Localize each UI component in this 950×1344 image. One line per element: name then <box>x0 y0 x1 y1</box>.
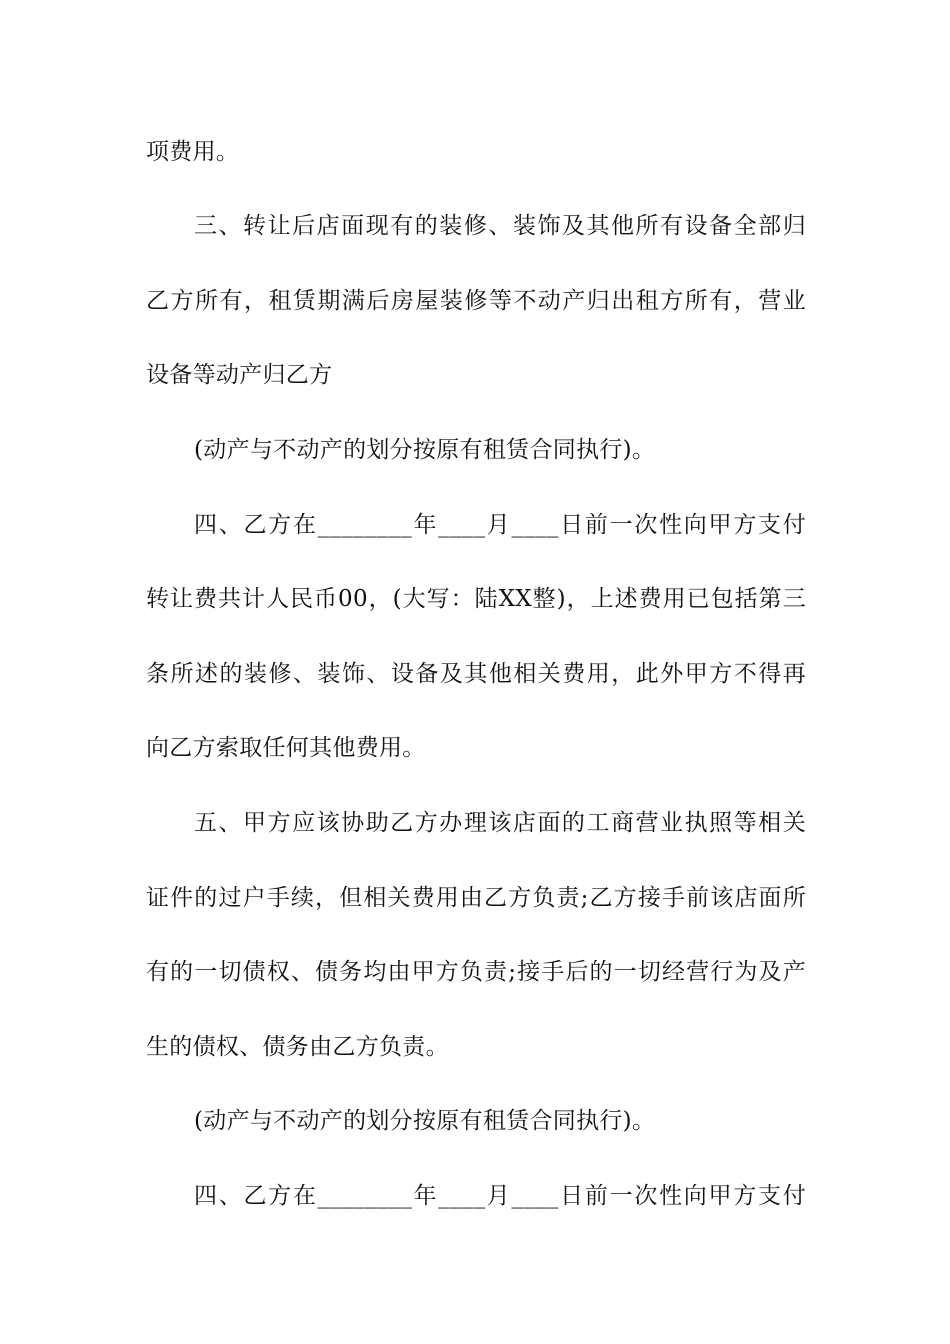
text-line: (动产与不动产的划分按原有租赁合同执行)。 <box>194 437 656 463</box>
text-line: 证件的过户手续，但相关费用由乙方负责;乙方接手前该店面所 <box>146 885 806 911</box>
text-line: 四、乙方在________年____月____日前一次性向甲方支付 <box>194 512 806 538</box>
text-line: 生的债权、债务由乙方负责。 <box>146 1034 449 1060</box>
text-line: 五、甲方应该协助乙方办理该店面的工商营业执照等相关 <box>194 810 806 836</box>
text-line: (动产与不动产的划分按原有租赁合同执行)。 <box>194 1108 656 1134</box>
text-line: 项费用。 <box>146 139 240 165</box>
text-line: 三、转让后店面现有的装修、装饰及其他所有设备全部归 <box>194 213 806 239</box>
text-line: 转让费共计人民币00，(大写：陆XX整)，上述费用已包括第三 <box>146 586 806 612</box>
text-line: 条所述的装修、装饰、设备及其他相关费用，此外甲方不得再 <box>146 661 806 687</box>
text-line: 向乙方索取任何其他费用。 <box>146 735 426 761</box>
text-line: 有的一切债权、债务均由甲方负责;接手后的一切经营行为及产 <box>146 959 806 985</box>
text-line: 设备等动产归乙方 <box>146 362 333 388</box>
text-line: 乙方所有，租赁期满后房屋装修等不动产归出租方所有，营业 <box>146 288 806 314</box>
text-line: 四、乙方在________年____月____日前一次性向甲方支付 <box>194 1183 806 1209</box>
